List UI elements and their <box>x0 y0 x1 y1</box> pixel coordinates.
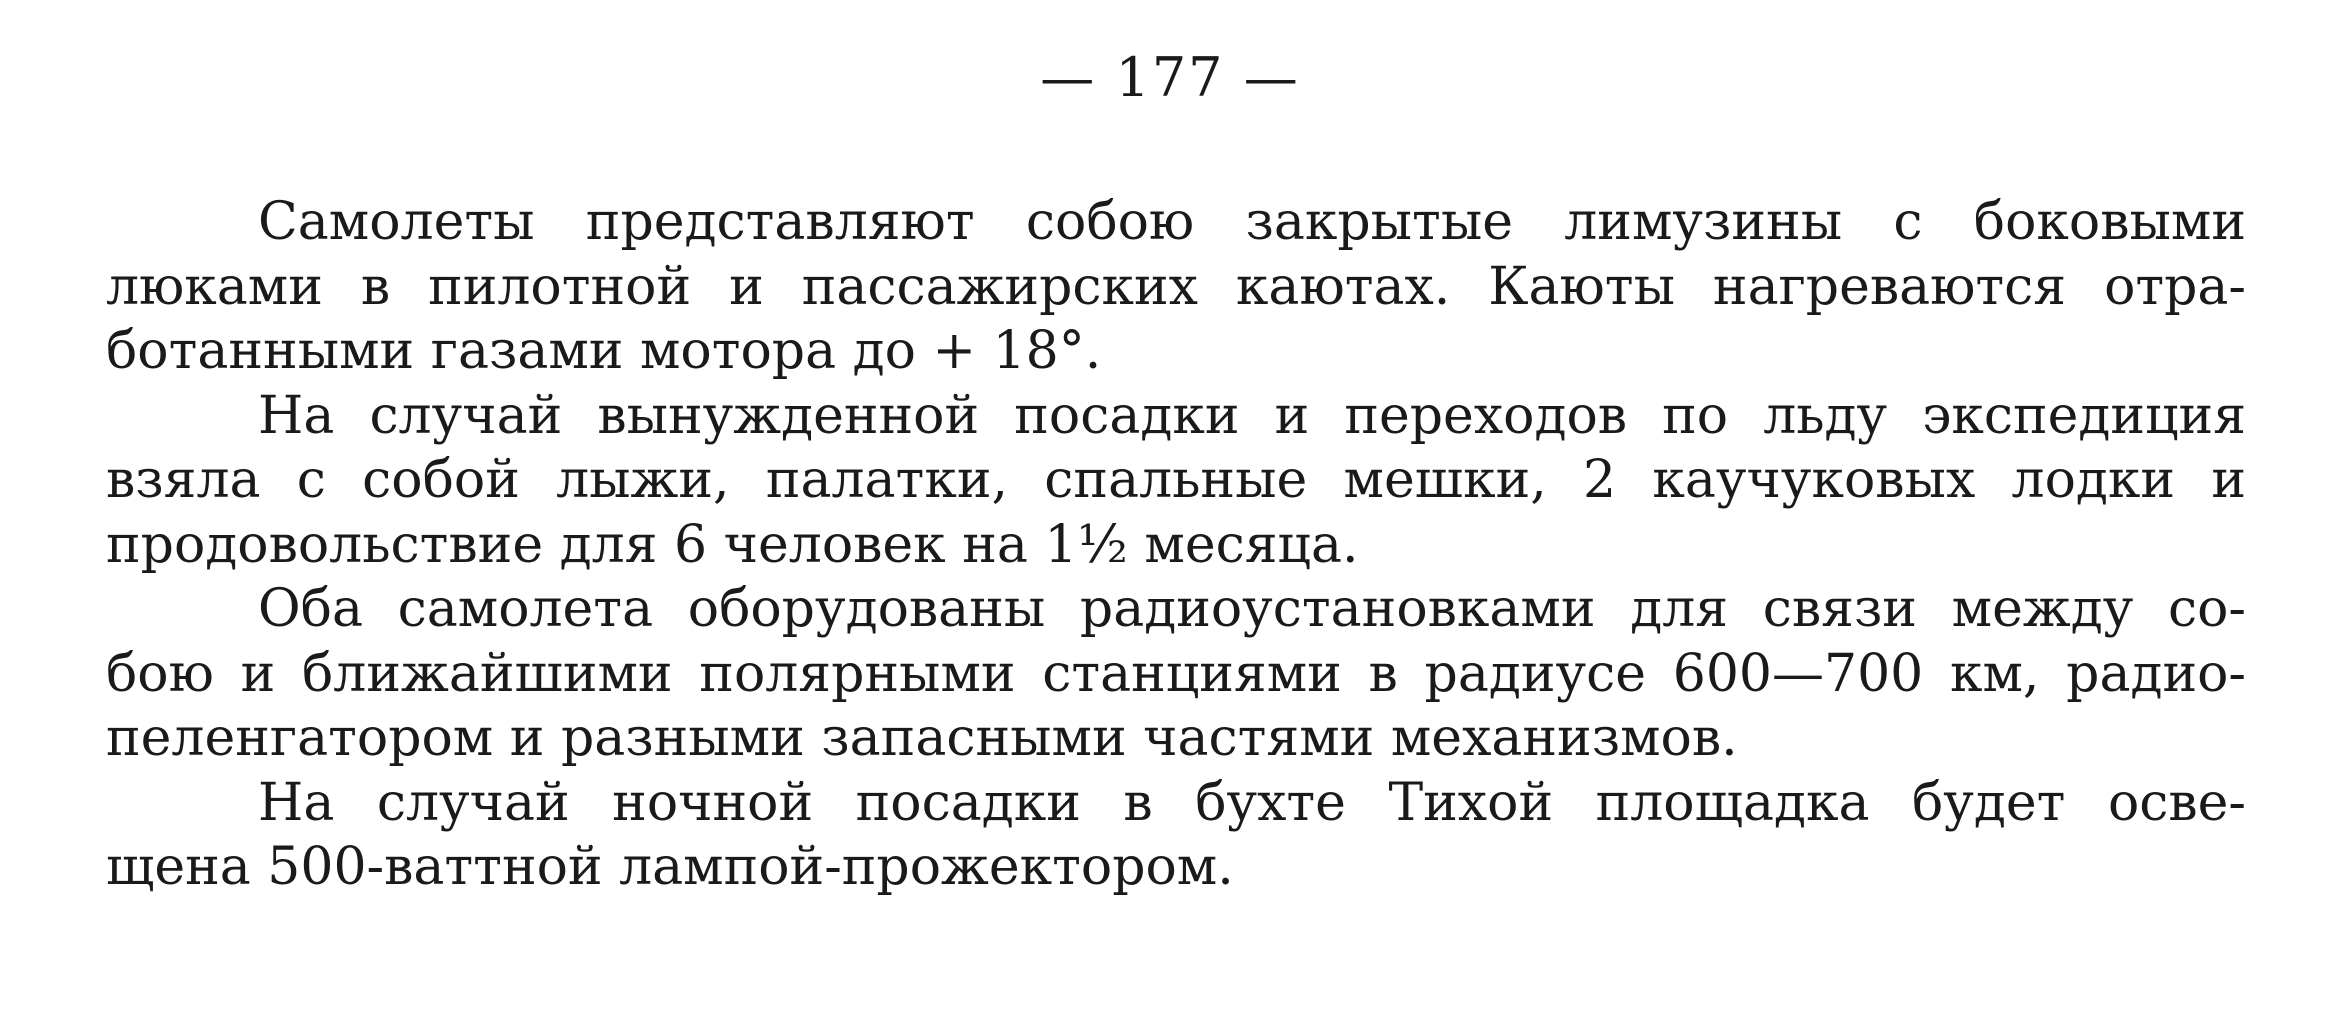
text-line: люками в пилотной и пассажирских каютах. Каюты нагреваются отра- <box>106 256 2246 317</box>
text-line: бою и ближайшими полярными станциями в радиусе 600—700 км, радио- <box>106 643 2246 704</box>
paragraph-emergency-landing <box>106 384 2246 578</box>
paragraph-radio <box>106 577 2246 771</box>
text-line: ботанными газами мотора до + 18°. <box>106 321 1102 381</box>
text-line: продовольствие для 6 человек на 1½ месяца. <box>106 514 1359 575</box>
body-text <box>106 190 2246 900</box>
text-line: Оба самолета оборудованы радиоустановками для связи между со- <box>258 579 2246 639</box>
text-line: взяла с собой лыжи, палатки, спальные мешки, 2 каучуковых лодки и <box>106 450 2246 510</box>
text-line: пеленгатором и разными запасными частями механизмов. <box>106 708 1738 768</box>
paragraph-airplanes <box>106 190 2246 384</box>
text-line: щена 500-ваттной лампой-прожектором. <box>106 837 1234 897</box>
paragraph-night-landing <box>106 771 2246 900</box>
page-number: — 177 — <box>1040 46 1300 109</box>
text-line: На случай вынужденной посадки и переходов по льду экспедиция <box>258 385 2246 446</box>
text-line: Самолеты представляют собою закрытые лимузины с боковыми <box>258 192 2246 252</box>
text-line: На случай ночной посадки в бухте Тихой площадка будет осве- <box>258 772 2246 833</box>
